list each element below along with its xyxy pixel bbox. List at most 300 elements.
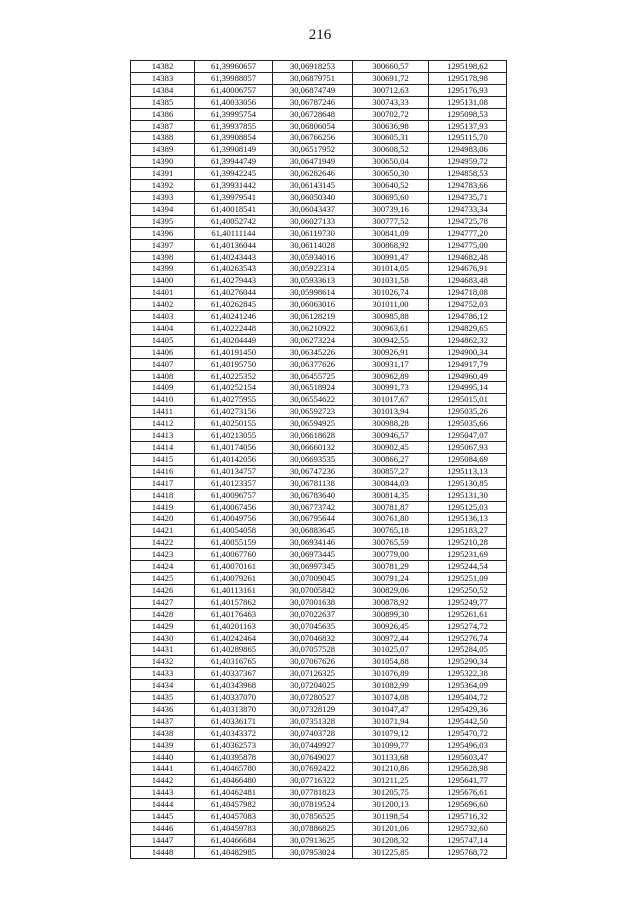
latitude-cell: 61,40462481 <box>195 787 273 799</box>
y-coordinate-cell: 1295015,01 <box>429 394 507 406</box>
table-row <box>131 703 507 715</box>
point-number-cell: 14438 <box>131 727 195 739</box>
point-number-cell: 14432 <box>131 656 195 668</box>
x-coordinate-cell: 301205,75 <box>353 787 429 799</box>
point-number-cell: 14389 <box>131 144 195 156</box>
point-number-cell: 14405 <box>131 334 195 346</box>
x-coordinate-cell: 300781,87 <box>353 501 429 513</box>
longitude-cell: 30,06345226 <box>273 346 353 358</box>
x-coordinate-cell: 301210,86 <box>353 763 429 775</box>
table-row <box>131 203 507 215</box>
longitude-cell: 30,06879751 <box>273 72 353 84</box>
y-coordinate-cell: 1294960,49 <box>429 370 507 382</box>
longitude-cell: 30,07126325 <box>273 668 353 680</box>
longitude-cell: 30,07022637 <box>273 608 353 620</box>
latitude-cell: 61,40195750 <box>195 358 273 370</box>
point-number-cell: 14403 <box>131 311 195 323</box>
table-row <box>131 287 507 299</box>
longitude-cell: 30,07280527 <box>273 692 353 704</box>
x-coordinate-cell: 300695,60 <box>353 191 429 203</box>
longitude-cell: 30,07009045 <box>273 572 353 584</box>
x-coordinate-cell: 300902,45 <box>353 442 429 454</box>
point-number-cell: 14386 <box>131 108 195 120</box>
latitude-cell: 61,40174056 <box>195 442 273 454</box>
latitude-cell: 61,40279443 <box>195 275 273 287</box>
x-coordinate-cell: 301076,89 <box>353 668 429 680</box>
y-coordinate-cell: 1295183,27 <box>429 525 507 537</box>
point-number-cell: 14414 <box>131 442 195 454</box>
latitude-cell: 61,40243443 <box>195 251 273 263</box>
latitude-cell: 61,39908854 <box>195 132 273 144</box>
point-number-cell: 14406 <box>131 346 195 358</box>
x-coordinate-cell: 300779,00 <box>353 549 429 561</box>
longitude-cell: 30,07046832 <box>273 632 353 644</box>
longitude-cell: 30,07819524 <box>273 799 353 811</box>
longitude-cell: 30,05934016 <box>273 251 353 263</box>
table-row <box>131 823 507 835</box>
y-coordinate-cell: 1295732,60 <box>429 823 507 835</box>
longitude-cell: 30,05922314 <box>273 263 353 275</box>
x-coordinate-cell: 301198,54 <box>353 811 429 823</box>
longitude-cell: 30,06728648 <box>273 108 353 120</box>
x-coordinate-cell: 301211,25 <box>353 775 429 787</box>
latitude-cell: 61,40252154 <box>195 382 273 394</box>
y-coordinate-cell: 1295442,50 <box>429 715 507 727</box>
point-number-cell: 14395 <box>131 215 195 227</box>
point-number-cell: 14422 <box>131 537 195 549</box>
x-coordinate-cell: 300963,61 <box>353 322 429 334</box>
longitude-cell: 30,06043437 <box>273 203 353 215</box>
x-coordinate-cell: 300605,31 <box>353 132 429 144</box>
x-coordinate-cell: 301079,12 <box>353 727 429 739</box>
y-coordinate-cell: 1295113,13 <box>429 465 507 477</box>
x-coordinate-cell: 300739,16 <box>353 203 429 215</box>
y-coordinate-cell: 1295137,93 <box>429 120 507 132</box>
table-row <box>131 501 507 513</box>
longitude-cell: 30,07057528 <box>273 644 353 656</box>
y-coordinate-cell: 1294775,00 <box>429 239 507 251</box>
latitude-cell: 61,40018541 <box>195 203 273 215</box>
latitude-cell: 61,40201163 <box>195 620 273 632</box>
table-row <box>131 322 507 334</box>
x-coordinate-cell: 301201,06 <box>353 823 429 835</box>
x-coordinate-cell: 300814,35 <box>353 489 429 501</box>
table-row <box>131 406 507 418</box>
longitude-cell: 30,06997345 <box>273 561 353 573</box>
table-row <box>131 525 507 537</box>
table-row <box>131 549 507 561</box>
latitude-cell: 61,40241246 <box>195 311 273 323</box>
x-coordinate-cell: 301047,47 <box>353 703 429 715</box>
table-row <box>131 168 507 180</box>
point-number-cell: 14404 <box>131 322 195 334</box>
y-coordinate-cell: 1295284,05 <box>429 644 507 656</box>
y-coordinate-cell: 1295231,69 <box>429 549 507 561</box>
x-coordinate-cell: 300761,80 <box>353 513 429 525</box>
point-number-cell: 14430 <box>131 632 195 644</box>
table-row <box>131 608 507 620</box>
latitude-cell: 61,40250155 <box>195 418 273 430</box>
y-coordinate-cell: 1295067,93 <box>429 442 507 454</box>
x-coordinate-cell: 301014,05 <box>353 263 429 275</box>
longitude-cell: 30,06517952 <box>273 144 353 156</box>
y-coordinate-cell: 1294777,20 <box>429 227 507 239</box>
point-number-cell: 14410 <box>131 394 195 406</box>
x-coordinate-cell: 301031,58 <box>353 275 429 287</box>
y-coordinate-cell: 1295676,61 <box>429 787 507 799</box>
y-coordinate-cell: 1294862,32 <box>429 334 507 346</box>
x-coordinate-cell: 300868,92 <box>353 239 429 251</box>
x-coordinate-cell: 300650,30 <box>353 168 429 180</box>
latitude-cell: 61,40337367 <box>195 668 273 680</box>
point-number-cell: 14426 <box>131 584 195 596</box>
longitude-cell: 30,06883645 <box>273 525 353 537</box>
x-coordinate-cell: 300781,29 <box>353 561 429 573</box>
longitude-cell: 30,07886825 <box>273 823 353 835</box>
y-coordinate-cell: 1295047,07 <box>429 430 507 442</box>
x-coordinate-cell: 300972,44 <box>353 632 429 644</box>
latitude-cell: 61,40055159 <box>195 537 273 549</box>
latitude-cell: 61,39979541 <box>195 191 273 203</box>
point-number-cell: 14447 <box>131 834 195 846</box>
longitude-cell: 30,06027133 <box>273 215 353 227</box>
latitude-cell: 61,40134757 <box>195 465 273 477</box>
y-coordinate-cell: 1295768,72 <box>429 846 507 858</box>
x-coordinate-cell: 300650,04 <box>353 156 429 168</box>
y-coordinate-cell: 1294829,65 <box>429 322 507 334</box>
longitude-cell: 30,06128219 <box>273 311 353 323</box>
longitude-cell: 30,06471949 <box>273 156 353 168</box>
latitude-cell: 61,40343372 <box>195 727 273 739</box>
x-coordinate-cell: 301200,13 <box>353 799 429 811</box>
latitude-cell: 61,40362573 <box>195 739 273 751</box>
latitude-cell: 61,40242464 <box>195 632 273 644</box>
longitude-cell: 30,06143145 <box>273 180 353 192</box>
table-row <box>131 72 507 84</box>
longitude-cell: 30,06795644 <box>273 513 353 525</box>
latitude-cell: 61,40157862 <box>195 596 273 608</box>
y-coordinate-cell: 1295244,54 <box>429 561 507 573</box>
longitude-cell: 30,07856525 <box>273 811 353 823</box>
point-number-cell: 14390 <box>131 156 195 168</box>
longitude-cell: 30,06773742 <box>273 501 353 513</box>
x-coordinate-cell: 300931,17 <box>353 358 429 370</box>
longitude-cell: 30,06119730 <box>273 227 353 239</box>
table-row <box>131 334 507 346</box>
point-number-cell: 14439 <box>131 739 195 751</box>
y-coordinate-cell: 1295098,53 <box>429 108 507 120</box>
y-coordinate-cell: 1295628,98 <box>429 763 507 775</box>
point-number-cell: 14435 <box>131 692 195 704</box>
y-coordinate-cell: 1294917,79 <box>429 358 507 370</box>
x-coordinate-cell: 300878,92 <box>353 596 429 608</box>
table-row <box>131 799 507 811</box>
table-row <box>131 61 507 73</box>
longitude-cell: 30,06781138 <box>273 477 353 489</box>
y-coordinate-cell: 1295429,36 <box>429 703 507 715</box>
longitude-cell: 30,06282646 <box>273 168 353 180</box>
x-coordinate-cell: 300991,47 <box>353 251 429 263</box>
latitude-cell: 61,40273156 <box>195 406 273 418</box>
point-number-cell: 14420 <box>131 513 195 525</box>
point-number-cell: 14444 <box>131 799 195 811</box>
table-row <box>131 811 507 823</box>
latitude-cell: 61,40113161 <box>195 584 273 596</box>
latitude-cell: 61,40313870 <box>195 703 273 715</box>
point-number-cell: 14423 <box>131 549 195 561</box>
y-coordinate-cell: 1295035,66 <box>429 418 507 430</box>
y-coordinate-cell: 1294682,48 <box>429 251 507 263</box>
longitude-cell: 30,07692422 <box>273 763 353 775</box>
y-coordinate-cell: 1294683,48 <box>429 275 507 287</box>
table-row <box>131 763 507 775</box>
longitude-cell: 30,06874749 <box>273 84 353 96</box>
latitude-cell: 61,40067456 <box>195 501 273 513</box>
table-row <box>131 239 507 251</box>
point-number-cell: 14383 <box>131 72 195 84</box>
longitude-cell: 30,06693535 <box>273 453 353 465</box>
y-coordinate-cell: 1295747,14 <box>429 834 507 846</box>
table-row <box>131 84 507 96</box>
y-coordinate-cell: 1295251,09 <box>429 572 507 584</box>
table-row <box>131 215 507 227</box>
y-coordinate-cell: 1295364,09 <box>429 680 507 692</box>
longitude-cell: 30,06766256 <box>273 132 353 144</box>
longitude-cell: 30,07328129 <box>273 703 353 715</box>
y-coordinate-cell: 1295131,30 <box>429 489 507 501</box>
y-coordinate-cell: 1295716,32 <box>429 811 507 823</box>
point-number-cell: 14443 <box>131 787 195 799</box>
latitude-cell: 61,40052742 <box>195 215 273 227</box>
point-number-cell: 14428 <box>131 608 195 620</box>
x-coordinate-cell: 300844,03 <box>353 477 429 489</box>
table-row <box>131 299 507 311</box>
latitude-cell: 61,40222448 <box>195 322 273 334</box>
longitude-cell: 30,06918253 <box>273 61 353 73</box>
latitude-cell: 61,39960657 <box>195 61 273 73</box>
x-coordinate-cell: 300608,52 <box>353 144 429 156</box>
longitude-cell: 30,07001638 <box>273 596 353 608</box>
x-coordinate-cell: 300962,89 <box>353 370 429 382</box>
x-coordinate-cell: 300765,59 <box>353 537 429 549</box>
latitude-cell: 61,40006757 <box>195 84 273 96</box>
x-coordinate-cell: 300743,33 <box>353 96 429 108</box>
y-coordinate-cell: 1295290,34 <box>429 656 507 668</box>
point-number-cell: 14387 <box>131 120 195 132</box>
table-row <box>131 96 507 108</box>
table-row <box>131 751 507 763</box>
longitude-cell: 30,07403728 <box>273 727 353 739</box>
latitude-cell: 61,40457083 <box>195 811 273 823</box>
point-number-cell: 14393 <box>131 191 195 203</box>
latitude-cell: 61,40033056 <box>195 96 273 108</box>
x-coordinate-cell: 300841,09 <box>353 227 429 239</box>
y-coordinate-cell: 1295261,61 <box>429 608 507 620</box>
y-coordinate-cell: 1294735,71 <box>429 191 507 203</box>
table-row <box>131 430 507 442</box>
point-number-cell: 14429 <box>131 620 195 632</box>
point-number-cell: 14407 <box>131 358 195 370</box>
point-number-cell: 14400 <box>131 275 195 287</box>
x-coordinate-cell: 301133,68 <box>353 751 429 763</box>
x-coordinate-cell: 300791,24 <box>353 572 429 584</box>
latitude-cell: 61,40176463 <box>195 608 273 620</box>
y-coordinate-cell: 1295696,60 <box>429 799 507 811</box>
latitude-cell: 61,40482985 <box>195 846 273 858</box>
longitude-cell: 30,07649027 <box>273 751 353 763</box>
y-coordinate-cell: 1294959,72 <box>429 156 507 168</box>
latitude-cell: 61,40459783 <box>195 823 273 835</box>
table-row <box>131 465 507 477</box>
latitude-cell: 61,40070161 <box>195 561 273 573</box>
point-number-cell: 14384 <box>131 84 195 96</box>
table-row <box>131 358 507 370</box>
latitude-cell: 61,40079261 <box>195 572 273 584</box>
y-coordinate-cell: 1295084,69 <box>429 453 507 465</box>
point-number-cell: 14442 <box>131 775 195 787</box>
x-coordinate-cell: 301082,99 <box>353 680 429 692</box>
table-row <box>131 311 507 323</box>
longitude-cell: 30,07781823 <box>273 787 353 799</box>
table-row <box>131 227 507 239</box>
table-row <box>131 775 507 787</box>
x-coordinate-cell: 300691,72 <box>353 72 429 84</box>
longitude-cell: 30,06806054 <box>273 120 353 132</box>
latitude-cell: 61,40466684 <box>195 834 273 846</box>
latitude-cell: 61,40457982 <box>195 799 273 811</box>
point-number-cell: 14417 <box>131 477 195 489</box>
table-row <box>131 156 507 168</box>
y-coordinate-cell: 1295250,52 <box>429 584 507 596</box>
longitude-cell: 30,06114028 <box>273 239 353 251</box>
point-number-cell: 14424 <box>131 561 195 573</box>
longitude-cell: 30,06934146 <box>273 537 353 549</box>
coordinates-table-body <box>131 61 507 859</box>
y-coordinate-cell: 1295641,77 <box>429 775 507 787</box>
longitude-cell: 30,07953024 <box>273 846 353 858</box>
table-row <box>131 263 507 275</box>
x-coordinate-cell: 300942,55 <box>353 334 429 346</box>
point-number-cell: 14409 <box>131 382 195 394</box>
table-row <box>131 442 507 454</box>
latitude-cell: 61,40204449 <box>195 334 273 346</box>
longitude-cell: 30,07067626 <box>273 656 353 668</box>
table-row <box>131 513 507 525</box>
point-number-cell: 14401 <box>131 287 195 299</box>
point-number-cell: 14399 <box>131 263 195 275</box>
point-number-cell: 14446 <box>131 823 195 835</box>
x-coordinate-cell: 300777,52 <box>353 215 429 227</box>
table-row <box>131 787 507 799</box>
latitude-cell: 61,40316765 <box>195 656 273 668</box>
latitude-cell: 61,40136044 <box>195 239 273 251</box>
point-number-cell: 14385 <box>131 96 195 108</box>
latitude-cell: 61,40465780 <box>195 763 273 775</box>
point-number-cell: 14448 <box>131 846 195 858</box>
latitude-cell: 61,39944749 <box>195 156 273 168</box>
latitude-cell: 61,39931442 <box>195 180 273 192</box>
longitude-cell: 30,06592723 <box>273 406 353 418</box>
y-coordinate-cell: 1295178,98 <box>429 72 507 84</box>
y-coordinate-cell: 1294725,78 <box>429 215 507 227</box>
point-number-cell: 14436 <box>131 703 195 715</box>
x-coordinate-cell: 301013,94 <box>353 406 429 418</box>
table-row <box>131 668 507 680</box>
longitude-cell: 30,06377626 <box>273 358 353 370</box>
y-coordinate-cell: 1294733,34 <box>429 203 507 215</box>
point-number-cell: 14394 <box>131 203 195 215</box>
y-coordinate-cell: 1295603,47 <box>429 751 507 763</box>
coordinates-table <box>130 60 507 859</box>
table-row <box>131 346 507 358</box>
point-number-cell: 14382 <box>131 61 195 73</box>
longitude-cell: 30,07449927 <box>273 739 353 751</box>
latitude-cell: 61,40395878 <box>195 751 273 763</box>
y-coordinate-cell: 1295125,03 <box>429 501 507 513</box>
latitude-cell: 61,40275955 <box>195 394 273 406</box>
table-row <box>131 180 507 192</box>
y-coordinate-cell: 1294718,08 <box>429 287 507 299</box>
y-coordinate-cell: 1295035,26 <box>429 406 507 418</box>
latitude-cell: 61,40191450 <box>195 346 273 358</box>
table-row <box>131 489 507 501</box>
table-row <box>131 144 507 156</box>
latitude-cell: 61,40466480 <box>195 775 273 787</box>
table-row <box>131 120 507 132</box>
latitude-cell: 61,39908149 <box>195 144 273 156</box>
longitude-cell: 30,06210922 <box>273 322 353 334</box>
x-coordinate-cell: 300985,88 <box>353 311 429 323</box>
longitude-cell: 30,06063016 <box>273 299 353 311</box>
point-number-cell: 14433 <box>131 668 195 680</box>
point-number-cell: 14418 <box>131 489 195 501</box>
table-row <box>131 418 507 430</box>
latitude-cell: 61,40289865 <box>195 644 273 656</box>
table-row <box>131 132 507 144</box>
point-number-cell: 14412 <box>131 418 195 430</box>
point-number-cell: 14413 <box>131 430 195 442</box>
x-coordinate-cell: 301011,00 <box>353 299 429 311</box>
y-coordinate-cell: 1295176,93 <box>429 84 507 96</box>
y-coordinate-cell: 1294995,14 <box>429 382 507 394</box>
table-row <box>131 846 507 858</box>
x-coordinate-cell: 300829,06 <box>353 584 429 596</box>
table-row <box>131 453 507 465</box>
point-number-cell: 14402 <box>131 299 195 311</box>
point-number-cell: 14415 <box>131 453 195 465</box>
point-number-cell: 14440 <box>131 751 195 763</box>
x-coordinate-cell: 300926,45 <box>353 620 429 632</box>
point-number-cell: 14392 <box>131 180 195 192</box>
point-number-cell: 14421 <box>131 525 195 537</box>
latitude-cell: 61,40142056 <box>195 453 273 465</box>
table-row <box>131 572 507 584</box>
latitude-cell: 61,40123357 <box>195 477 273 489</box>
table-row <box>131 692 507 704</box>
x-coordinate-cell: 300988,28 <box>353 418 429 430</box>
y-coordinate-cell: 1295276,74 <box>429 632 507 644</box>
y-coordinate-cell: 1295249,77 <box>429 596 507 608</box>
table-row <box>131 394 507 406</box>
y-coordinate-cell: 1295198,62 <box>429 61 507 73</box>
latitude-cell: 61,40054058 <box>195 525 273 537</box>
x-coordinate-cell: 301208,32 <box>353 834 429 846</box>
latitude-cell: 61,40263543 <box>195 263 273 275</box>
point-number-cell: 14441 <box>131 763 195 775</box>
latitude-cell: 61,40096757 <box>195 489 273 501</box>
longitude-cell: 30,06050340 <box>273 191 353 203</box>
point-number-cell: 14398 <box>131 251 195 263</box>
